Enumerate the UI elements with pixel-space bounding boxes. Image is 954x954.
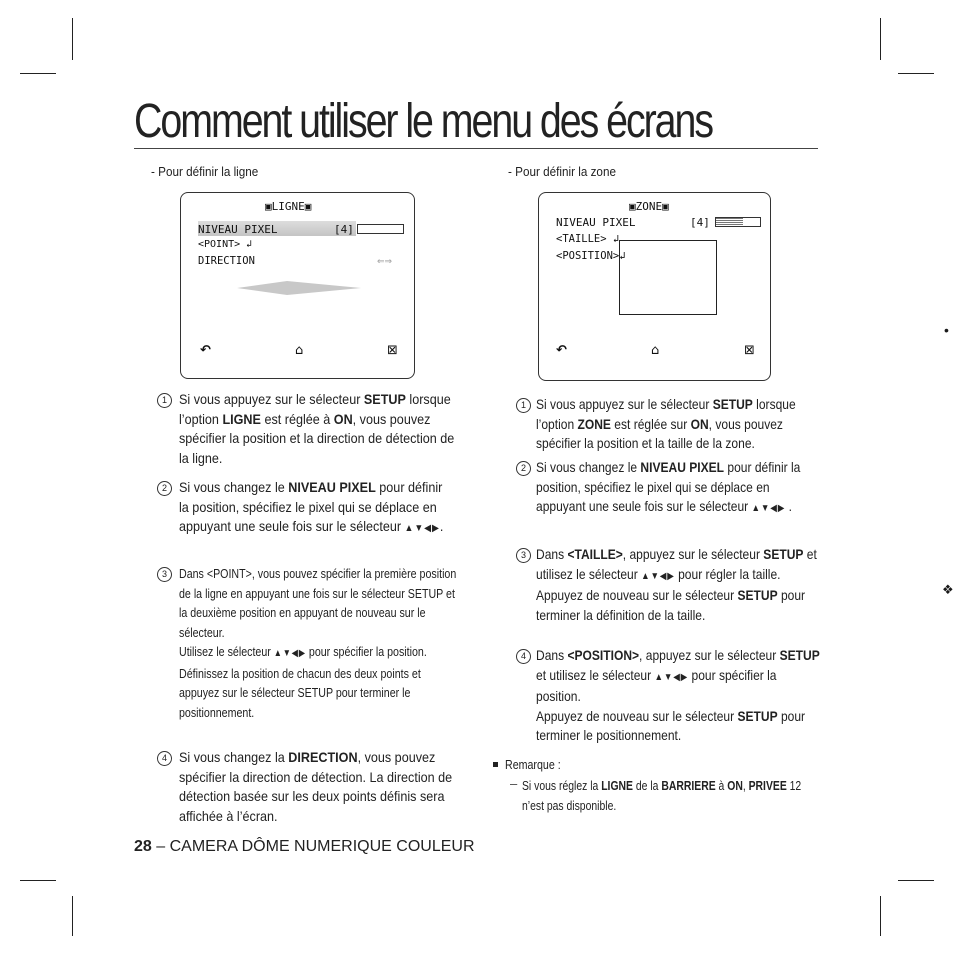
osd-row-position-label: <POSITION> xyxy=(556,250,620,262)
step-number: 4 xyxy=(157,751,172,766)
right-step-1: Si vous appuyez sur le sélecteur SETUP lorsque l’option ZONE est réglée sur ON, vous pouvez spécifier la position et la taille de la zone. xyxy=(536,396,796,451)
crop-mark xyxy=(20,73,56,74)
remark-title: Remarque : xyxy=(505,757,561,772)
step-number: 2 xyxy=(157,481,172,496)
crop-mark xyxy=(898,73,934,74)
crop-mark xyxy=(20,880,56,881)
osd-header: ▣ZONE▣ xyxy=(629,200,669,213)
zone-rectangle xyxy=(619,240,717,315)
crop-mark xyxy=(880,896,881,936)
close-icon[interactable]: ⊠ xyxy=(387,343,398,358)
crop-mark xyxy=(72,18,73,60)
enter-icon: ↲ xyxy=(619,250,626,262)
left-step-1: Si vous appuyez sur le sélecteur SETUP lorsque l’option LIGNE est réglée à ON, vous pouvez spécifier la position et la direction de détection de la ligne. xyxy=(179,391,455,466)
step-number: 1 xyxy=(516,398,531,413)
pixel-level-bar xyxy=(357,224,404,234)
osd-row-niveau-pixel: NIVEAU PIXEL xyxy=(198,223,278,236)
right-step-2: Si vous changez le NIVEAU PIXEL pour définir la position, spécifiez le pixel qui se déplace en appuyant une seule fois sur le sélecteur ▲▼◀▶ . xyxy=(536,459,801,514)
detection-line-shape xyxy=(237,281,361,295)
osd-row-point-label: <POINT> xyxy=(198,239,241,250)
osd-screen-zone xyxy=(538,192,771,381)
osd-screen-ligne xyxy=(180,192,415,379)
osd-row-taille-label: <TAILLE> xyxy=(556,233,607,245)
home-icon[interactable]: ⌂ xyxy=(295,343,304,358)
osd-header: ▣LIGNE▣ xyxy=(265,200,312,213)
page-title: Comment utiliser le menu des écrans xyxy=(134,95,712,148)
crop-mark xyxy=(880,18,881,60)
step-number: 1 xyxy=(157,393,172,408)
page-number: 28 xyxy=(134,838,152,855)
right-step-4: Dans <POSITION>, appuyez sur le sélecteur SETUP et utilisez le sélecteur ▲▼◀▶ pour spécifier la position. Appuyez de nouveau sur le sélecteur SETUP pour terminer le positionnement. xyxy=(536,647,820,743)
step-number: 2 xyxy=(516,461,531,476)
footer-text: – CAMERA DÔME NUMERIQUE COULEUR xyxy=(156,838,475,855)
osd-row-point xyxy=(198,239,252,250)
right-subtitle: - Pour définir la zone xyxy=(508,164,616,179)
left-step-2: Si vous changez le NIVEAU PIXEL pour définir la position, spécifiez le pixel qui se déplace en appuyant une seule fois sur le sélecteur ▲▼◀▶. xyxy=(179,479,444,534)
osd-row-position xyxy=(556,250,626,262)
osd-row-value: [4] xyxy=(334,223,354,236)
left-subtitle: - Pour définir la ligne xyxy=(151,164,259,179)
left-step-4: Si vous changez la DIRECTION, vous pouvez spécifier la direction de détection. La direction de détection basée sur les deux points définis sera affichée à l’écran. xyxy=(179,749,453,824)
margin-diamond: ❖ xyxy=(942,582,954,597)
osd-row-taille xyxy=(556,233,619,245)
osd-row-value: [4] xyxy=(690,216,710,229)
margin-dot: • xyxy=(944,322,949,338)
enter-icon: ↲ xyxy=(606,233,620,245)
step-number: 3 xyxy=(157,567,172,582)
step-number: 4 xyxy=(516,649,531,664)
pixel-level-bar xyxy=(715,217,761,227)
remark-dash: – xyxy=(510,776,518,791)
home-icon[interactable]: ⌂ xyxy=(651,343,660,358)
step-number: 3 xyxy=(516,548,531,563)
remark-bullet xyxy=(493,762,498,767)
close-icon[interactable]: ⊠ xyxy=(744,343,755,358)
remark-text: Si vous réglez la LIGNE de la BARRIERE à ON, PRIVEE 12 n’est pas disponible. xyxy=(522,778,802,813)
crop-mark xyxy=(898,880,934,881)
left-step-3: Dans <POINT>, vous pouvez spécifier la première position de la ligne en appuyant une fois sur le sélecteur SETUP et la deuxième position en appuyant de nouveau sur le sélecteur. Utilisez le sélecteur ▲▼◀▶ pour spécifier la position. Définissez la position de chacun des deux points et appuyez sur le sélecteur SETUP pour terminer le positionnement. xyxy=(179,566,457,720)
back-icon[interactable]: ↶ xyxy=(556,343,567,358)
enter-icon: ↲ xyxy=(240,239,253,250)
osd-row-niveau-pixel: NIVEAU PIXEL xyxy=(556,216,636,229)
page-footer xyxy=(134,838,475,856)
back-icon[interactable]: ↶ xyxy=(200,343,211,358)
crop-mark xyxy=(72,896,73,936)
title-rule xyxy=(134,148,818,149)
right-step-3: Dans <TAILLE>, appuyez sur le sélecteur SETUP et utilisez le sélecteur ▲▼◀▶ pour régler la taille. Appuyez de nouveau sur le sélecteur SETUP pour terminer la définition de la taille. xyxy=(536,546,817,623)
osd-row-direction: DIRECTION xyxy=(198,255,255,267)
direction-arrows-icon: ⇐⇒ xyxy=(377,256,393,266)
